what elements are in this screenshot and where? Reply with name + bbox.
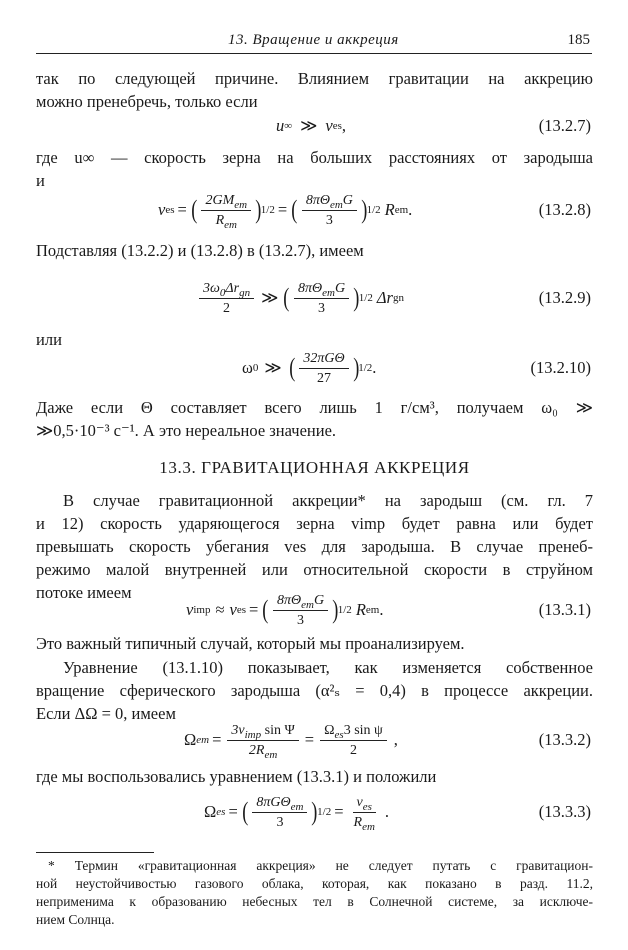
fraction xyxy=(227,722,298,759)
fraction xyxy=(201,192,251,229)
eq-punct: . xyxy=(379,600,384,619)
eq-operator: ≫ xyxy=(264,358,282,377)
text-line: Даже если Θ составляет всего лишь 1 г/см³, получаем ω₀ ≫ xyxy=(36,398,593,417)
frac-den: 27 xyxy=(316,370,331,386)
eq-operator: = xyxy=(277,200,288,219)
eq-operator: = xyxy=(228,802,238,821)
paren-close: ) xyxy=(353,283,360,312)
frac-num: 3v xyxy=(231,722,245,738)
fraction xyxy=(302,192,357,229)
eq-power: 1/2 xyxy=(366,204,381,216)
paragraph-7 xyxy=(36,632,593,655)
equation-13-3-1: v imp ≈ v es = ( $\frac{8\pi\Theta_{em}G}{3}$ ) 1/2 R em . (13.3.1) xyxy=(36,588,593,632)
fraction xyxy=(320,722,387,759)
paren-close: ) xyxy=(311,797,318,826)
frac-den: 3 xyxy=(325,212,333,228)
text-line: и 12) скорость ударяющегося зерна vimp будет равна или будет xyxy=(36,514,593,533)
eq-operator: = xyxy=(177,200,187,219)
eq-operator: = xyxy=(249,600,259,619)
frac-den: 2R xyxy=(248,742,265,758)
equation-number: (13.2.7) xyxy=(538,116,591,135)
equation-13-2-8: v es = ( $\frac{2GM_{em}}{R_{em}}$ ) 1/2 = ( $\frac{8\pi\Theta_{em}G}{3}$ ) 1/2 R em . (13.2.8) xyxy=(36,188,593,232)
eq-term: Ω xyxy=(184,730,197,749)
paren-close: ) xyxy=(352,353,359,382)
paren-close: ) xyxy=(332,595,339,624)
fraction xyxy=(273,592,328,629)
frac-num: 8πΘ xyxy=(298,280,323,296)
text-line: Если ΔΩ = 0, имеем xyxy=(36,704,176,723)
eq-term: R xyxy=(384,200,395,219)
footnote-line: неприменима к образованию небесных тел в Солнечной системе, за исключе- xyxy=(36,894,593,909)
eq-term: v xyxy=(158,200,166,219)
eq-punct: , xyxy=(341,116,346,135)
paren-open: ( xyxy=(283,283,290,312)
text-line: можно пренебречь, только если xyxy=(36,92,258,111)
fraction xyxy=(299,350,348,387)
eq-sub: em xyxy=(322,286,335,299)
eq-sub: em xyxy=(329,198,343,211)
frac-num: 3ω xyxy=(203,280,220,296)
paragraph-8 xyxy=(36,656,593,725)
frac-num: 8πΘ xyxy=(305,192,330,208)
footnote-line: * Термин «гравитационная аккреция» не следует путать с гравитацион- xyxy=(48,858,593,873)
equation-13-3-3: Ω es = ( $\frac{8\pi G\Theta_{em}}{3}$ ) 1/2 = $\frac{v_{es}}{R_{em}}$ . (13.3.3) xyxy=(36,790,593,834)
text-line: так по следующей причине. Влиянием гравитации на аккрецию xyxy=(36,69,593,88)
paren-open: ( xyxy=(288,353,296,382)
frac-num: Ω xyxy=(324,722,335,738)
frac-num: 32πGΘ xyxy=(303,350,345,366)
eq-sub: 0 xyxy=(219,286,226,299)
frac-den: 2 xyxy=(223,300,231,316)
frac-den: 3 xyxy=(297,612,305,628)
paren-open: ( xyxy=(191,195,198,224)
frac-num: 2GM xyxy=(205,192,235,208)
eq-term: v xyxy=(325,116,333,135)
eq-sub: es xyxy=(334,728,344,741)
eq-power: 1/2 xyxy=(358,362,373,374)
eq-power: 1/2 xyxy=(358,292,373,304)
paragraph-5 xyxy=(36,396,593,442)
eq-power: 1/2 xyxy=(260,204,275,216)
eq-operator: = xyxy=(304,730,315,749)
eq-operator: ≫ xyxy=(300,116,318,135)
frac-num-tail: G xyxy=(334,280,346,296)
eq-sub: em xyxy=(224,218,237,231)
footnote-rule xyxy=(36,852,154,853)
frac-num-tail: 3 sin ψ xyxy=(343,722,383,738)
paren-open: ( xyxy=(291,195,298,224)
frac-den: 3 xyxy=(318,300,326,316)
text-line: режимо малой внутренней или относительной скорости в струйном xyxy=(36,560,593,579)
equation-number: (13.3.1) xyxy=(538,600,591,619)
eq-punct: , xyxy=(393,730,398,749)
paren-open: ( xyxy=(242,797,249,826)
equation-13-2-10: ω 0 ≫ ( $\frac{\text{32πGΘ}}{27}$ ) 1/2 . (13.2.10) xyxy=(36,346,593,390)
paren-open: ( xyxy=(262,595,269,624)
eq-term: ω xyxy=(242,358,253,377)
frac-num-tail: G xyxy=(342,192,353,208)
header-rule xyxy=(36,53,592,54)
eq-power: 1/2 xyxy=(317,806,332,818)
equation-number: (13.2.10) xyxy=(530,358,591,377)
equation-number: (13.2.8) xyxy=(538,200,591,219)
frac-num-tail: sin Ψ xyxy=(261,722,295,738)
text-line: Это важный типичный случай, который мы проанализируем. xyxy=(36,634,465,653)
footnote-line: ной неустойчивостью газового облака, которая, как показано в разд. 11.2, xyxy=(36,876,593,891)
fraction xyxy=(252,794,307,831)
frac-num: v xyxy=(356,794,363,810)
eq-operator: ≫ xyxy=(261,288,279,307)
eq-sub: em xyxy=(301,598,314,611)
equation-13-2-7: u ∞ ≫ v es , (13.2.7) xyxy=(36,104,593,148)
section-title: 13.3. ГРАВИТАЦИОННАЯ АККРЕЦИЯ xyxy=(159,458,470,477)
eq-punct: . xyxy=(384,802,390,821)
fraction xyxy=(294,280,349,317)
equation-13-2-9: $\frac{3\omega_0\Delta r_{gn}}{2}$ ≫ ( $\frac{8\pi\Theta_{em}G}{3}$ ) 1/2 Δr gn (13.2.9) xyxy=(36,276,593,320)
frac-num: 8πΘ xyxy=(277,592,302,608)
eq-sub: em xyxy=(234,198,248,211)
paragraph-9 xyxy=(36,765,593,788)
running-title: 13. Вращение и аккреция xyxy=(228,32,399,48)
text-line: потоке имеем xyxy=(36,583,132,602)
frac-num-tail: Δr xyxy=(225,280,240,296)
paren-close: ) xyxy=(361,195,368,224)
paragraph-3 xyxy=(36,239,593,262)
frac-den: 3 xyxy=(276,814,284,830)
equation-number: (13.2.9) xyxy=(538,288,591,307)
eq-term: Ω xyxy=(204,802,217,821)
text-line: Подставляя (13.2.2) и (13.2.8) в (13.2.7), имеем xyxy=(36,241,364,260)
running-header xyxy=(36,32,592,52)
text-line: превышать скорость убегания ves для зародыша. В случае пренеб- xyxy=(36,537,593,556)
text-line: В случае гравитационной аккреции* на зародыш (см. гл. 7 xyxy=(63,491,593,510)
fraction xyxy=(350,794,379,831)
eq-operator: = xyxy=(334,802,344,821)
frac-den: 2 xyxy=(349,742,357,758)
eq-sub: es xyxy=(362,800,372,813)
eq-sub: em xyxy=(362,820,375,833)
text-line: вращение сферического зародыша (α²ₛ = 0,4) в процессе аккреции. xyxy=(36,681,593,700)
text-line: или xyxy=(36,330,62,349)
eq-operator: = xyxy=(212,730,222,749)
eq-punct: . xyxy=(408,200,413,219)
text-line: ≫0,5·10⁻³ с⁻¹. А это нереальное значение. xyxy=(36,421,337,440)
frac-num: 8πGΘ xyxy=(256,794,291,810)
eq-power: 1/2 xyxy=(337,604,352,616)
text-line: и xyxy=(36,171,45,190)
footnote xyxy=(36,857,593,929)
text-line: где мы воспользовались уравнением (13.3.1) и положили xyxy=(36,767,437,786)
eq-term: R xyxy=(355,600,366,619)
text-line: Уравнение (13.1.10) показывает, как изменяется собственное xyxy=(63,658,593,677)
frac-den: R xyxy=(353,814,363,830)
paragraph-6 xyxy=(36,489,593,604)
fraction xyxy=(199,280,254,317)
eq-sub: gn xyxy=(239,286,251,299)
equation-number: (13.3.2) xyxy=(538,730,591,749)
frac-num-tail: G xyxy=(313,592,325,608)
eq-term: Δr xyxy=(376,288,393,307)
page-number: 185 xyxy=(567,32,590,48)
eq-term: v xyxy=(186,600,194,619)
equation-number: (13.3.3) xyxy=(538,802,591,821)
eq-operator: ≈ xyxy=(215,600,225,619)
eq-sub: em xyxy=(264,748,278,761)
frac-den: R xyxy=(215,212,225,228)
footnote-line: нием Солнца. xyxy=(36,912,115,927)
paren-close: ) xyxy=(255,195,262,224)
eq-sub: em xyxy=(290,800,304,813)
text-line: где u∞ — скорость зерна на больших расстояниях от зародыша xyxy=(36,148,593,167)
eq-sub: imp xyxy=(244,728,262,741)
eq-term: u xyxy=(276,116,285,135)
eq-punct: . xyxy=(372,358,377,377)
eq-term: v xyxy=(229,600,237,619)
equation-13-3-2: Ω em = $\frac{3v_{imp} \sin \Psi}{2R_{em}}$ = $\frac{\Omega_{es}3 \sin \psi}{2}$ , (13.3.2) xyxy=(36,718,593,762)
paragraph-2 xyxy=(36,146,593,192)
